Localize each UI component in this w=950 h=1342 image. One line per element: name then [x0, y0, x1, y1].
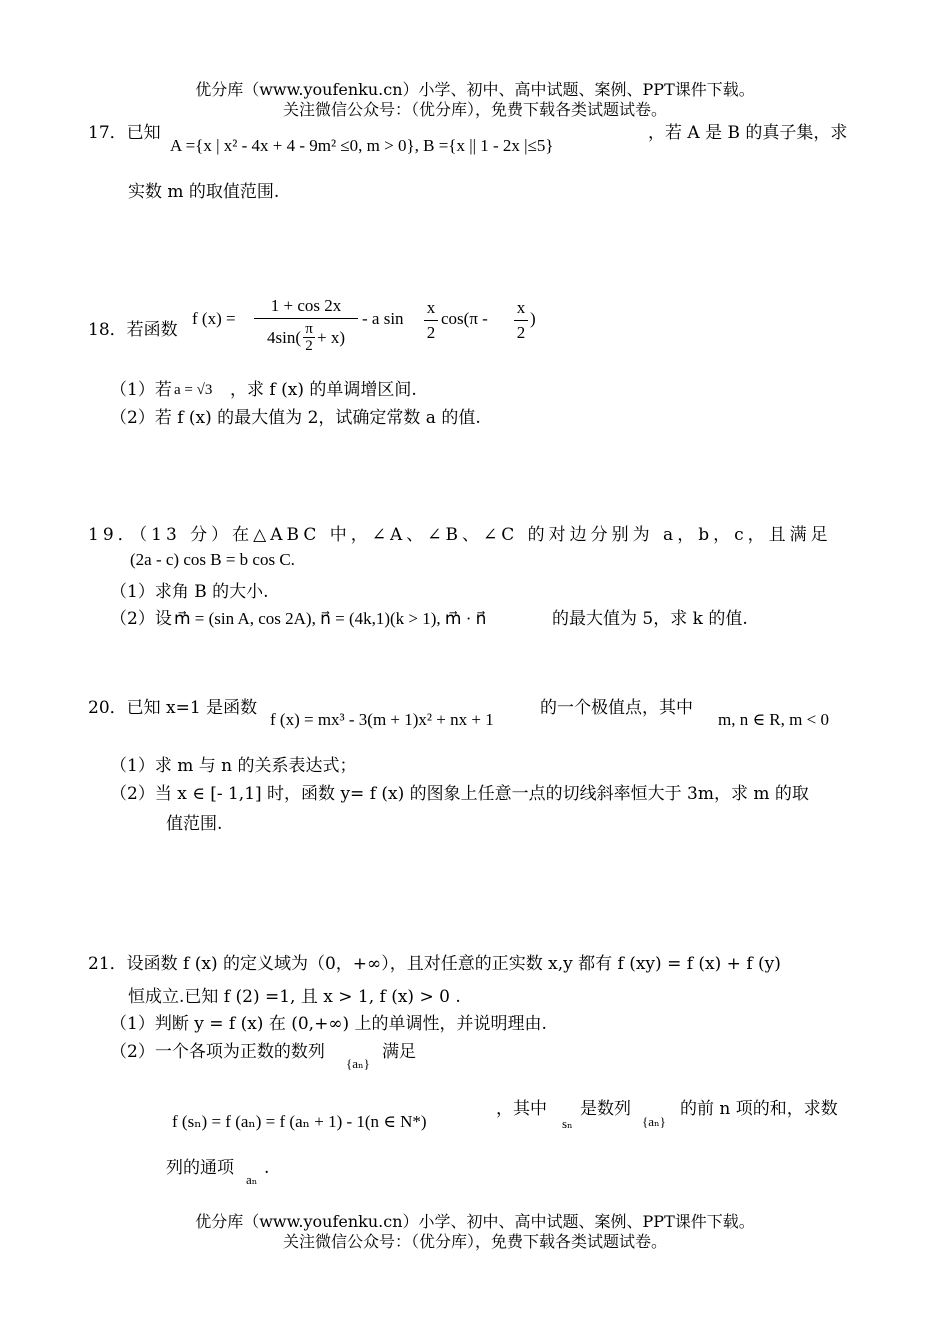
q17-formula: A ={x | x² - 4x + 4 - 9m² ≤0, m > 0}, B ={x || 1 - 2x |≤5}: [170, 136, 554, 155]
q18-rhs3: ): [530, 309, 536, 328]
fraction-bar: [514, 320, 528, 321]
q21-an: aₙ: [246, 1172, 258, 1187]
fraction-bar: [424, 320, 438, 321]
q21-eq-mid: ，其中: [496, 1099, 547, 1119]
q18-numerator: 1 + cos 2x: [270, 296, 342, 315]
q17-line2: 实数 m 的取值范围.: [128, 182, 280, 202]
q19-part2-pre: （2）设: [110, 609, 172, 629]
q18-rhs1: - a sin: [362, 309, 404, 328]
q18-denominator: [267, 321, 345, 354]
q21-eq-tail: 的前 n 项的和，求数: [680, 1099, 838, 1119]
fraction-bar: [254, 318, 358, 319]
q21-part1: （1）判断 y = f (x) 在 (0,+∞) 上的单调性，并说明理由.: [110, 1014, 547, 1034]
q21-eq: f (sₙ) = f (aₙ) = f (aₙ + 1) - 1(n ∈ N*): [172, 1112, 427, 1131]
two: 2: [305, 338, 313, 354]
q18-main-fraction: [254, 296, 358, 354]
q19-part2-tail: 的最大值为 5，求 k 的值.: [552, 609, 748, 629]
q18-x-over-2-b: [514, 298, 528, 343]
q18-part1-tail: ，求 f (x) 的单调增区间.: [230, 380, 417, 400]
footer-line-2: 关注微信公众号：（优分库），免费下载各类试题试卷。: [282, 1232, 667, 1251]
q21-eq-mid2: 是数列: [580, 1099, 631, 1119]
q18-number: 18．若函数: [88, 320, 178, 340]
q20-part1: （1）求 m 与 n 的关系表达式；: [110, 756, 357, 776]
q21-sn: sₙ: [562, 1116, 573, 1131]
q19-line1: 19．（13 分）在△ABC 中，∠A、∠B、∠C 的对边分别为 a，b，c，且满足: [88, 525, 832, 545]
q21-dot: .: [264, 1158, 270, 1178]
den-right: + x): [317, 327, 345, 347]
two: 2: [516, 323, 526, 342]
q20-formula: f (x) = mx³ - 3(m + 1)x² + nx + 1: [270, 710, 494, 729]
header-line-1: 优分库（www.youfenku.cn）小学、初中、高中试题、案例、PPT课件下载。: [195, 80, 755, 99]
q20-mid: 的一个极值点，其中: [540, 698, 693, 718]
q19-part1: （1）求角 B 的大小.: [110, 582, 269, 602]
q20-cond: m, n ∈ R, m < 0: [718, 710, 829, 729]
q18-lhs: f (x) =: [192, 309, 236, 328]
q17-number: 17．已知: [88, 123, 161, 143]
header-line-2: 关注微信公众号：（优分库），免费下载各类试题试卷。: [282, 100, 667, 119]
q21-line2: 恒成立.已知 f (2) =1, 且 x > 1, f (x) > 0 .: [128, 987, 461, 1007]
pi-over-2: [303, 321, 315, 354]
q21-seq: {aₙ}: [346, 1056, 370, 1071]
q18-part1-math: a = √3: [174, 382, 213, 398]
x: x: [426, 298, 436, 317]
q18-part2: （2）若 f (x) 的最大值为 2，试确定常数 a 的值.: [110, 408, 481, 428]
q21-part2-pre: （2）一个各项为正数的数列: [110, 1042, 325, 1062]
q20-part2b: 值范围.: [166, 814, 223, 834]
pi: π: [305, 321, 313, 337]
q21-seq2: {aₙ}: [642, 1114, 666, 1129]
q17-tail: ，若 A 是 B 的真子集，求: [648, 123, 848, 143]
q21-last: 列的通项: [166, 1158, 234, 1178]
two: 2: [426, 323, 436, 342]
den-left: 4sin(: [267, 327, 301, 347]
q21-line1: 21．设函数 f (x) 的定义域为（0，+∞），且对任意的正实数 x,y 都有 f (xy) = f (x) + f (y): [88, 954, 781, 974]
q19-part2-math: m⃗ = (sin A, cos 2A), n⃗ = (4k,1)(k > 1), m⃗ · n⃗: [174, 609, 487, 628]
q18-x-over-2-a: [424, 298, 438, 343]
footer-line-1: 优分库（www.youfenku.cn）小学、初中、高中试题、案例、PPT课件下载。: [195, 1212, 755, 1231]
q18-part1-label: （1）若: [110, 380, 172, 400]
q20-part2: （2）当 x ∈ [- 1,1] 时，函数 y= f (x) 的图象上任意一点的切线斜率恒大于 3m，求 m 的取: [110, 784, 809, 804]
q20-number: 20．已知 x=1 是函数: [88, 698, 258, 718]
x: x: [516, 298, 526, 317]
q18-rhs2: cos(π -: [441, 309, 488, 328]
q21-part2-tail: 满足: [382, 1042, 416, 1062]
q19-line2: (2a - c) cos B = b cos C.: [130, 550, 295, 569]
